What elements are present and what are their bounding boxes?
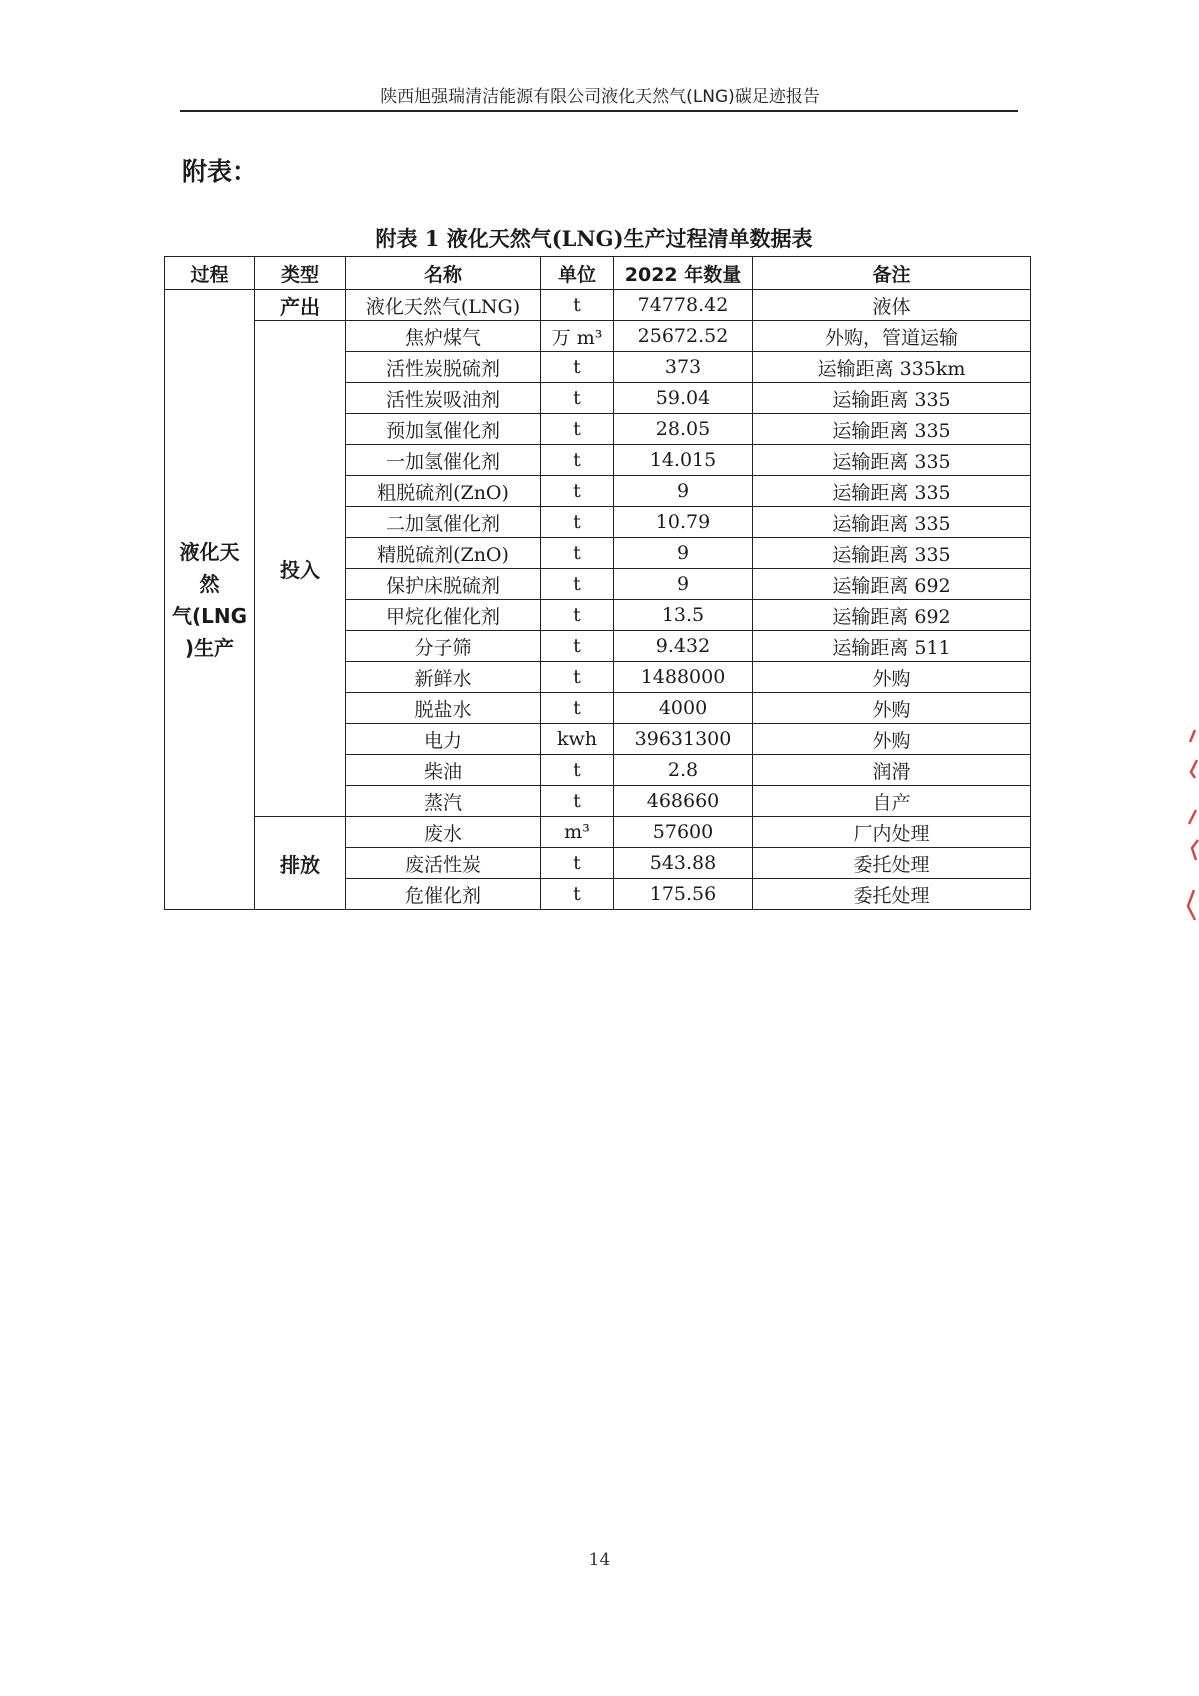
cell-unit: t bbox=[541, 631, 614, 662]
cell-unit: t bbox=[541, 352, 614, 383]
cell-note: 自产 bbox=[753, 786, 1031, 817]
cell-unit: m³ bbox=[541, 817, 614, 848]
cell-unit: t bbox=[541, 693, 614, 724]
cell-quantity: 468660 bbox=[614, 786, 753, 817]
cell-unit: t bbox=[541, 290, 614, 321]
inventory-table bbox=[164, 256, 1031, 910]
cell-quantity: 175.56 bbox=[614, 879, 753, 910]
cell-name: 焦炉煤气 bbox=[346, 321, 541, 352]
type-cell-input: 投入 bbox=[255, 321, 346, 817]
table-row bbox=[165, 321, 1031, 352]
table-header-row bbox=[165, 257, 1031, 290]
cell-name: 蒸汽 bbox=[346, 786, 541, 817]
column-header-process: 过程 bbox=[165, 257, 255, 290]
cell-name: 电力 bbox=[346, 724, 541, 755]
cell-unit: t bbox=[541, 600, 614, 631]
table-body bbox=[165, 290, 1031, 910]
cell-note: 运输距离 692 bbox=[753, 569, 1031, 600]
column-header-type: 类型 bbox=[255, 257, 346, 290]
cell-unit: t bbox=[541, 879, 614, 910]
cell-name: 甲烷化催化剂 bbox=[346, 600, 541, 631]
cell-name: 保护床脱硫剂 bbox=[346, 569, 541, 600]
cell-unit: t bbox=[541, 569, 614, 600]
cell-quantity: 10.79 bbox=[614, 507, 753, 538]
cell-unit: t bbox=[541, 507, 614, 538]
cell-note: 外购 bbox=[753, 693, 1031, 724]
cell-name: 废水 bbox=[346, 817, 541, 848]
cell-quantity: 57600 bbox=[614, 817, 753, 848]
table-row bbox=[165, 290, 1031, 321]
cell-name: 脱盐水 bbox=[346, 693, 541, 724]
cell-note: 运输距离 335 bbox=[753, 507, 1031, 538]
cell-quantity: 9 bbox=[614, 538, 753, 569]
cell-unit: t bbox=[541, 786, 614, 817]
cell-note: 运输距离 335 bbox=[753, 414, 1031, 445]
cell-name: 液化天然气(LNG) bbox=[346, 290, 541, 321]
cell-unit: t bbox=[541, 476, 614, 507]
cell-note: 运输距离 335km bbox=[753, 352, 1031, 383]
cell-name: 精脱硫剂(ZnO) bbox=[346, 538, 541, 569]
page-number: 14 bbox=[588, 1550, 611, 1570]
cell-unit: kwh bbox=[541, 724, 614, 755]
type-cell-output: 产出 bbox=[255, 290, 346, 321]
cell-name: 粗脱硫剂(ZnO) bbox=[346, 476, 541, 507]
seal-stamp-edge bbox=[1186, 720, 1199, 930]
cell-note: 外购，管道运输 bbox=[753, 321, 1031, 352]
header-divider bbox=[180, 110, 1018, 112]
cell-unit: t bbox=[541, 848, 614, 879]
section-heading: 附表： bbox=[182, 157, 258, 186]
cell-note: 运输距离 335 bbox=[753, 445, 1031, 476]
cell-note: 运输距离 692 bbox=[753, 600, 1031, 631]
cell-unit: t bbox=[541, 383, 614, 414]
cell-quantity: 25672.52 bbox=[614, 321, 753, 352]
cell-name: 一加氢催化剂 bbox=[346, 445, 541, 476]
cell-name: 柴油 bbox=[346, 755, 541, 786]
cell-quantity: 373 bbox=[614, 352, 753, 383]
column-header-unit: 单位 bbox=[541, 257, 614, 290]
cell-name: 废活性炭 bbox=[346, 848, 541, 879]
cell-quantity: 14.015 bbox=[614, 445, 753, 476]
cell-note: 外购 bbox=[753, 662, 1031, 693]
cell-quantity: 74778.42 bbox=[614, 290, 753, 321]
cell-unit: t bbox=[541, 538, 614, 569]
cell-note: 委托处理 bbox=[753, 848, 1031, 879]
cell-quantity: 4000 bbox=[614, 693, 753, 724]
cell-quantity: 13.5 bbox=[614, 600, 753, 631]
cell-quantity: 9.432 bbox=[614, 631, 753, 662]
table-caption: 附表 1 液化天然气(LNG)生产过程清单数据表 bbox=[375, 226, 813, 251]
cell-quantity: 543.88 bbox=[614, 848, 753, 879]
cell-unit: t bbox=[541, 755, 614, 786]
cell-name: 危催化剂 bbox=[346, 879, 541, 910]
cell-quantity: 39631300 bbox=[614, 724, 753, 755]
cell-name: 预加氢催化剂 bbox=[346, 414, 541, 445]
cell-quantity: 59.04 bbox=[614, 383, 753, 414]
cell-note: 润滑 bbox=[753, 755, 1031, 786]
cell-name: 活性炭脱硫剂 bbox=[346, 352, 541, 383]
column-header-quantity: 2022 年数量 bbox=[614, 257, 753, 290]
cell-note: 液体 bbox=[753, 290, 1031, 321]
cell-name: 二加氢催化剂 bbox=[346, 507, 541, 538]
cell-note: 外购 bbox=[753, 724, 1031, 755]
type-cell-emission: 排放 bbox=[255, 817, 346, 910]
cell-unit: t bbox=[541, 662, 614, 693]
cell-note: 运输距离 511 bbox=[753, 631, 1031, 662]
cell-note: 运输距离 335 bbox=[753, 538, 1031, 569]
cell-unit: t bbox=[541, 445, 614, 476]
column-header-note: 备注 bbox=[753, 257, 1031, 290]
table-row bbox=[165, 817, 1031, 848]
process-cell: 液化天 然 气(LNG )生产 bbox=[165, 290, 255, 910]
cell-name: 分子筛 bbox=[346, 631, 541, 662]
cell-quantity: 1488000 bbox=[614, 662, 753, 693]
cell-note: 委托处理 bbox=[753, 879, 1031, 910]
cell-note: 厂内处理 bbox=[753, 817, 1031, 848]
cell-quantity: 9 bbox=[614, 476, 753, 507]
cell-quantity: 28.05 bbox=[614, 414, 753, 445]
cell-unit: t bbox=[541, 414, 614, 445]
column-header-name: 名称 bbox=[346, 257, 541, 290]
cell-quantity: 2.8 bbox=[614, 755, 753, 786]
cell-quantity: 9 bbox=[614, 569, 753, 600]
cell-name: 活性炭吸油剂 bbox=[346, 383, 541, 414]
cell-note: 运输距离 335 bbox=[753, 383, 1031, 414]
cell-unit: 万 m³ bbox=[541, 321, 614, 352]
report-header-title: 陕西旭强瑞清洁能源有限公司液化天然气(LNG)碳足迹报告 bbox=[380, 87, 820, 107]
cell-name: 新鲜水 bbox=[346, 662, 541, 693]
cell-note: 运输距离 335 bbox=[753, 476, 1031, 507]
